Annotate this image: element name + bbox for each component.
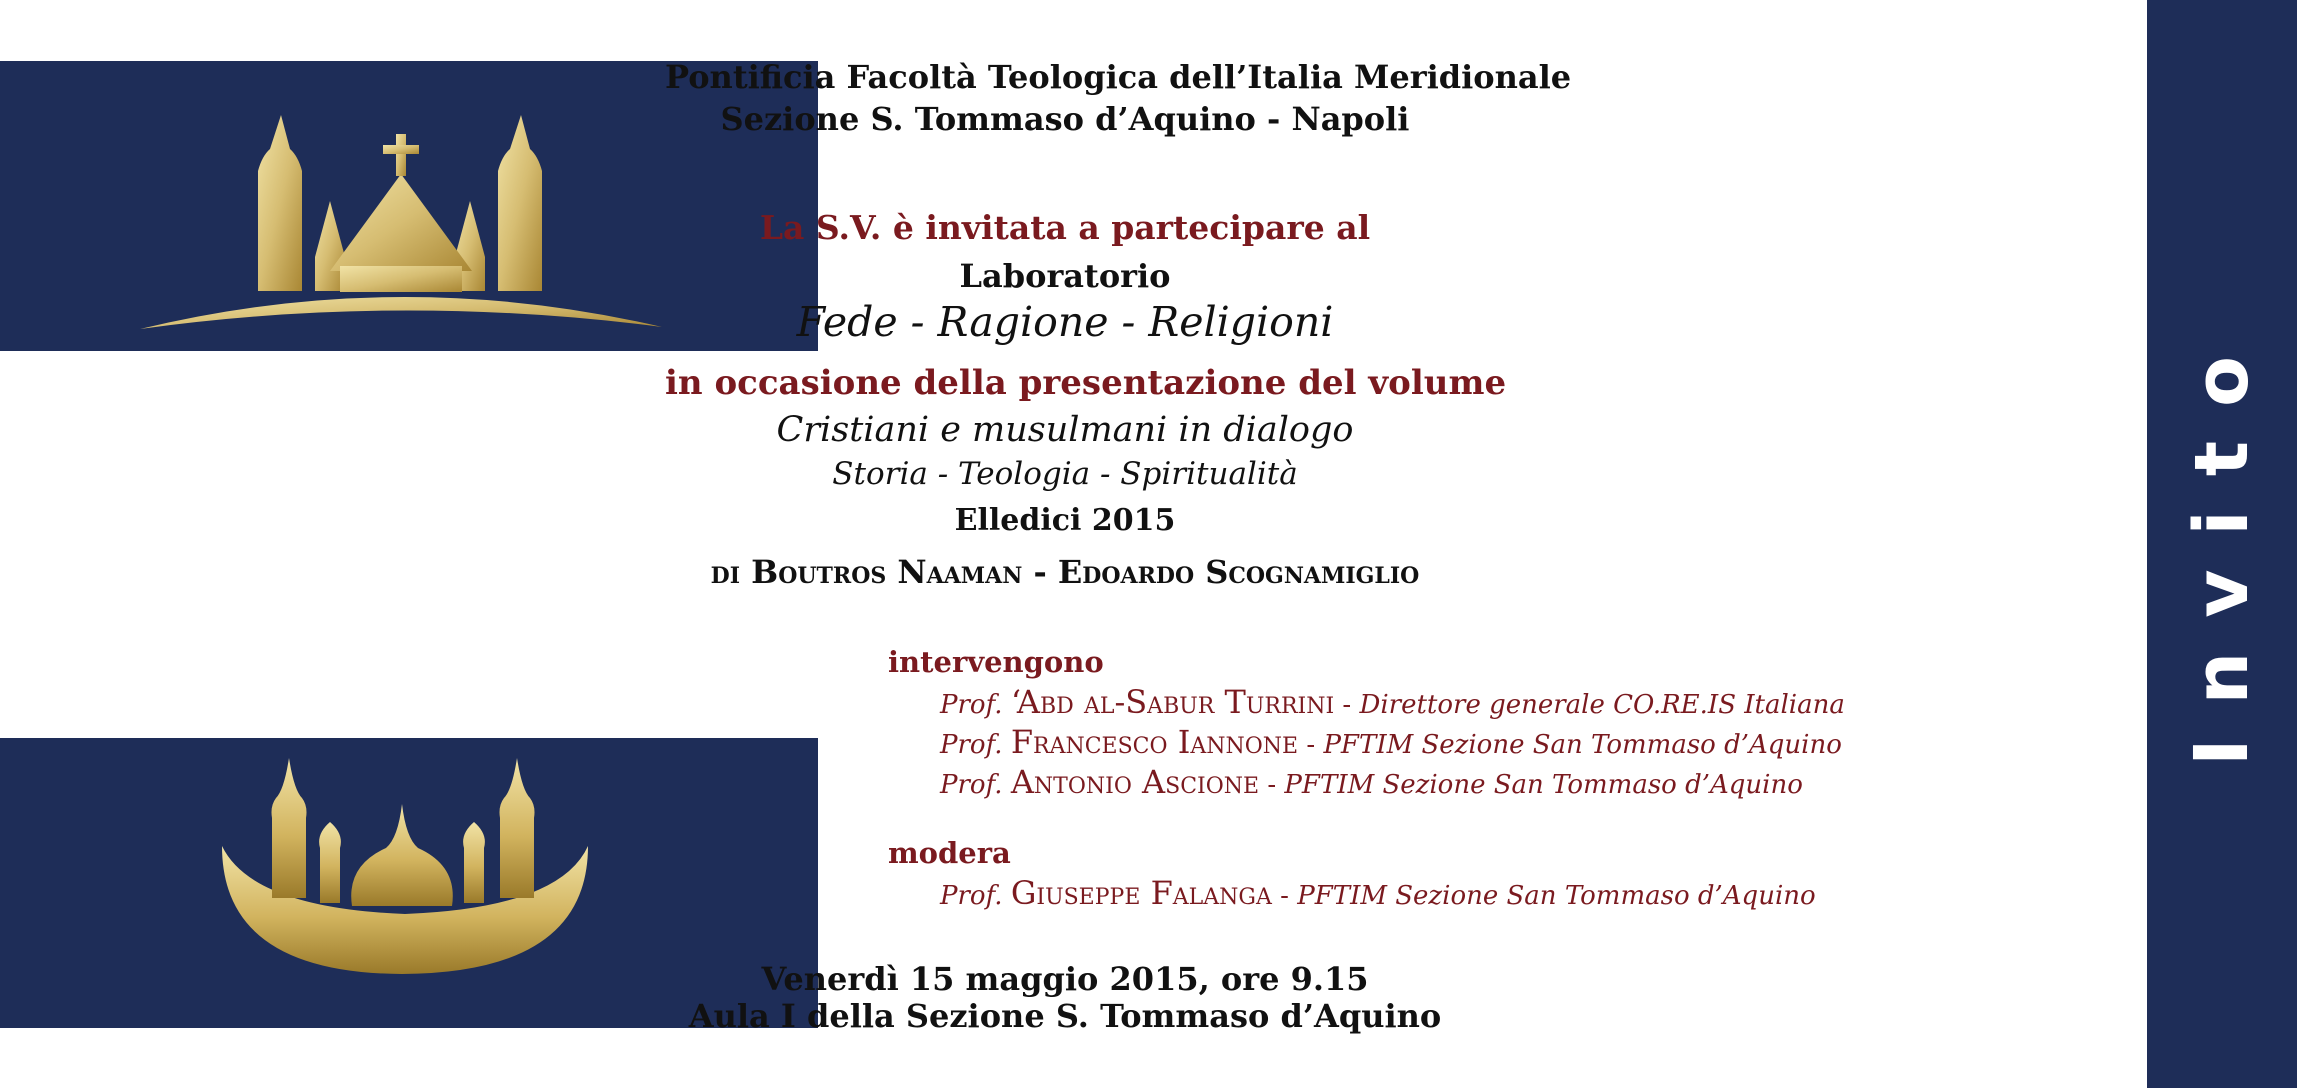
occasion-line: in occasione della presentazione del volume	[665, 363, 1507, 403]
event-title: Fede - Ragione - Religioni	[796, 298, 1334, 346]
speaker-separator: -	[1259, 770, 1285, 800]
moderator-title: Prof.	[940, 881, 1003, 911]
speaker-role: Direttore generale CO.RE.IS Italiana	[1359, 690, 1845, 720]
authors: di Boutros Naaman - Edoardo Scognamiglio	[710, 553, 1420, 591]
speaker-row	[940, 763, 1803, 801]
event-type: Laboratorio	[959, 257, 1171, 295]
speaker-role: PFTIM Sezione San Tommaso d’Aquino	[1323, 730, 1842, 760]
speaker-name: Francesco Iannone	[1010, 723, 1299, 761]
institution-section: Sezione S. Tommaso d’Aquino - Napoli	[720, 100, 1410, 138]
event-date: Venerdì 15 maggio 2015, ore 9.15	[761, 960, 1369, 998]
moderator-name: Giuseppe Falanga	[1010, 874, 1272, 912]
moderator-separator: -	[1271, 881, 1298, 911]
book-subtitle: Storia - Teologia - Spiritualità	[832, 456, 1298, 492]
speaker-role: PFTIM Sezione San Tommaso d’Aquino	[1284, 770, 1803, 800]
moderator-label: modera	[888, 836, 1011, 870]
speaker-separator: -	[1334, 690, 1360, 720]
publisher: Elledici 2015	[954, 503, 1176, 538]
invito-label: Invito	[2179, 321, 2265, 767]
speaker-title: Prof.	[940, 730, 1003, 760]
speaker-name: Antonio Ascione	[1010, 763, 1260, 801]
speaker-row	[940, 683, 1845, 721]
invitation-line: La S.V. è invitata a partecipare al	[759, 208, 1371, 247]
moderator-row	[940, 874, 1816, 912]
moderator-role: PFTIM Sezione San Tommaso d’Aquino	[1297, 881, 1816, 911]
institution-name: Pontificia Facoltà Teologica dell’Italia Meridionale	[665, 58, 1572, 96]
book-title: Cristiani e musulmani in dialogo	[776, 410, 1354, 450]
speakers-label: intervengono	[888, 645, 1104, 679]
speaker-title: Prof.	[940, 690, 1003, 720]
speaker-name: ‘Abd al-Sabur Turrini	[1010, 683, 1335, 721]
speaker-title: Prof.	[940, 770, 1003, 800]
speaker-row	[940, 723, 1842, 761]
speaker-separator: -	[1298, 730, 1324, 760]
event-place: Aula I della Sezione S. Tommaso d’Aquino	[688, 997, 1442, 1035]
side-band	[2147, 0, 2297, 1088]
